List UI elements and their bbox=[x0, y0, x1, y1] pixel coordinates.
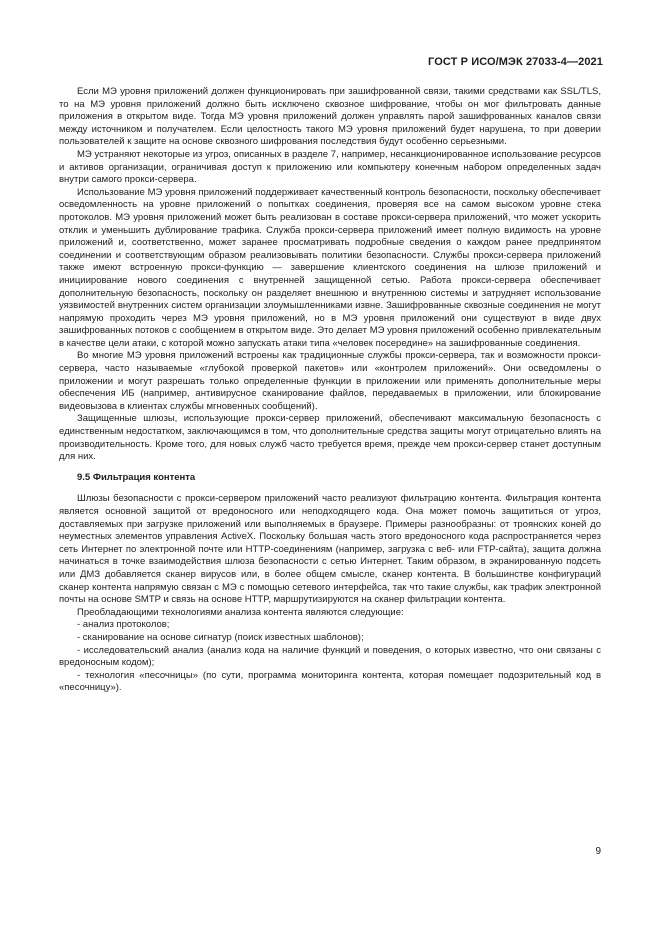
paragraph: Шлюзы безопасности с прокси-сервером приложений часто реализуют фильтрацию контента. Фильтрация контента является основной защитой от вредоносного или неподходящего кода. Она может помочь защититься от угроз, доставляемых при загрузке приложений или выполняемых в браузере. Примеры разнообразны: от троянских коней до неуместных элементов управления ActiveX. Поскольку большая часть этого вредоносного кода распространяется через сеть Интернет по электронной почте или HTTP-соединениям (например, загрузка с веб- или FTP-сайта), защита должна начинаться в точке взаимодействия шлюза безопасности с сетью Интернет. Таким образом, в экранированную подсеть или ДМЗ добавляется сканер вирусов или, в более общем смысле, сканер контента. В большинстве конфигураций сканер контента напрямую связан с МЭ с помощью сетевого интерфейса, так что такие службы, как трафик электронной почты на основе SMTP и связь на основе HTTP, маршрутизируются на сканер фильтрации контента. bbox=[59, 493, 601, 606]
page-number: 9 bbox=[595, 846, 601, 857]
section-heading: 9.5 Фильтрация контента bbox=[77, 471, 196, 483]
list-item: - исследовательский анализ (анализ кода на наличие функций и поведения, о которых известно, что они связаны с вредоносным кодом); bbox=[59, 644, 601, 669]
document-body bbox=[59, 86, 601, 695]
document-header: ГОСТ Р ИСО/МЭК 27033-4—2021 bbox=[428, 56, 603, 68]
paragraph: Использование МЭ уровня приложений поддерживает качественный контроль безопасности, поскольку обеспечивает осведомленность на уровне приложений о попытках соединения, проверяя все на самом высоком уровне стека протоколов. МЭ уровня приложений может быть реализован в составе прокси-сервера приложений, что может ускорить отклик и уменьшить дублирование трафика. Служба прокси-сервера приложений имеет полную видимость на уровне приложений и, соответственно, может заранее просматривать подробные сведения о каждом ранее предпринятом соединении и соответствующим образом реализовывать политики безопасности. Службы прокси-сервера приложений также имеют встроенную прокси-функцию — завершение клиентского соединения на шлюзе приложений и инициирование нового соединения с внутренней защищенной сетью. Работа прокси-сервера обеспечивает дополнительную безопасность, поскольку он разделяет внешнюю и внутреннюю системы и затрудняет использование уязвимостей внутренних систем организации злоумышленниками извне. Зашифрованные сквозные соединения не могут напрямую проходить через МЭ уровня приложений, но в МЭ уровня приложений они существуют в виде двух зашифрованных потоков с сообщением в открытом виде. Это делает МЭ уровня приложений особенно привлекательным в качестве цели атаки, с которой можно запускать атаки типа «человек посередине» на зашифрованные соединения. bbox=[59, 186, 601, 349]
list-item: - сканирование на основе сигнатур (поиск известных шаблонов); bbox=[77, 631, 364, 643]
paragraph: Если МЭ уровня приложений должен функционировать при зашифрованной связи, такими средствами как SSL/TLS, то на МЭ уровня приложений должно быть исключено сквозное шифрование, чтобы он мог фильтровать данные приложения в открытом виде. Тогда МЭ уровня приложений должен управлять парой зашифрованных каналов связи между источником и получателем. Если целостность такого МЭ уровня приложений будет нарушена, то при доверии пользователей к защите на основе сквозного шифрования последствия будут особенно серьезными. bbox=[59, 86, 601, 148]
list-item: - анализ протоколов; bbox=[77, 619, 170, 631]
list-item: - технология «песочницы» (по сути, программа мониторинга контента, которая помещает подозрительный код в «песочницу»). bbox=[59, 669, 601, 694]
paragraph: Защищенные шлюзы, использующие прокси-сервер приложений, обеспечивают максимальную безопасность с единственным недостатком, заключающимся в том, что дополнительные средства защиты могут отрицательно влиять на производительность. Кроме того, для новых служб часто требуется время, прежде чем прокси-сервер станет доступным для них. bbox=[59, 413, 601, 463]
paragraph: Преобладающими технологиями анализа контента являются следующие: bbox=[77, 606, 404, 618]
paragraph: Во многие МЭ уровня приложений встроены как традиционные службы прокси-сервера, так и возможности прокси-сервера, часто называемые «глубокой проверкой пакетов» или «контролем приложений». Они осведомлены о приложении и могут разрешать только определенные функции в приложении или применять дополнительные меры обеспечения ИБ (например, антивирусное сканирование файлов, передаваемых в приложении, или блокирование видеовызова в клиентах службы мгновенных сообщений). bbox=[59, 350, 601, 412]
paragraph: МЭ устраняют некоторые из угроз, описанных в разделе 7, например, несанкционированное использование ресурсов и активов организации, ограничивая доступ к приложению или компьютеру конечным набором определенных задач внутри самого прокси-сервера. bbox=[59, 148, 601, 186]
